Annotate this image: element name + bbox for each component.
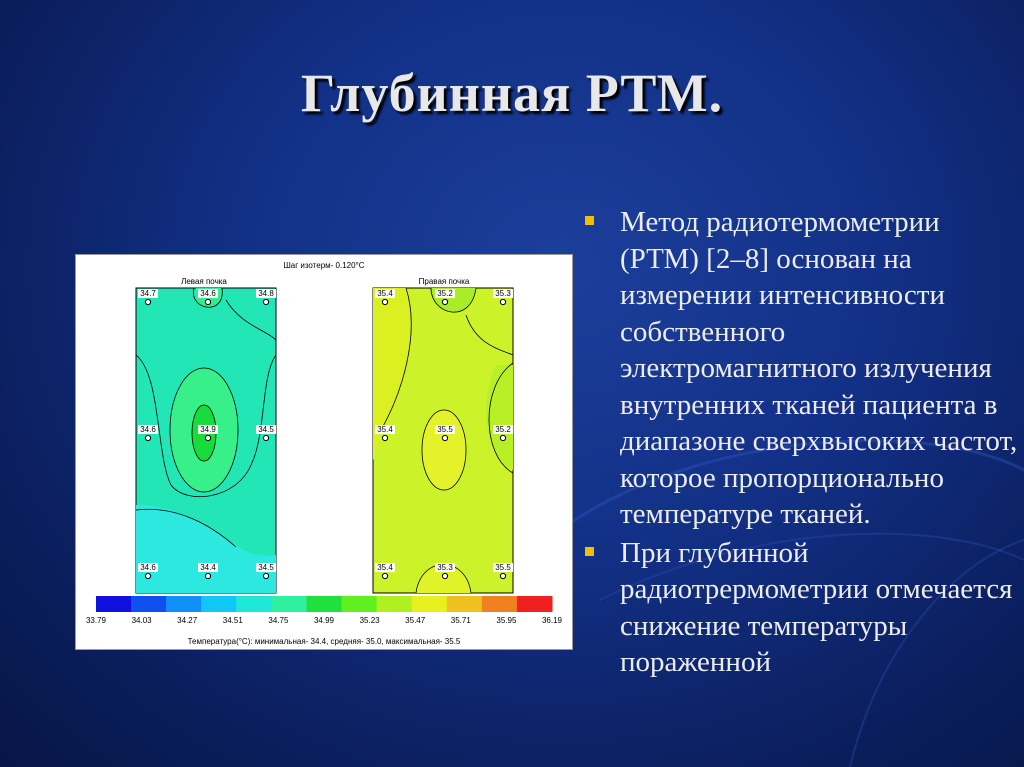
scale-color-swatch	[271, 596, 307, 612]
left-kidney-sensor-point	[145, 573, 150, 578]
scale-tick-label: 34.99	[313, 616, 335, 625]
right-kidney-value-label: 35.5	[437, 425, 453, 434]
scale-tick-label: 34.03	[131, 616, 152, 625]
bullet-item	[578, 535, 1018, 681]
left-kidney-map	[136, 288, 276, 593]
bullet-square-icon	[585, 216, 594, 225]
scale-tick-label: 34.75	[268, 616, 289, 625]
scale-tick-label: 35.95	[496, 616, 517, 625]
scale-color-swatch	[306, 596, 342, 612]
right-kidney-value-label: 35.2	[437, 289, 453, 298]
right-kidney-sensor-point	[442, 299, 447, 304]
right-kidney-sensor-point	[382, 435, 387, 440]
right-kidney-value-label: 35.3	[437, 563, 453, 572]
bullet-item	[578, 204, 1018, 533]
left-kidney-value-label: 34.6	[140, 563, 156, 572]
scale-color-swatch	[447, 596, 483, 612]
scale-tick-label: 36.19	[541, 616, 563, 625]
right-kidney-value-label: 35.4	[377, 563, 393, 572]
scale-color-swatch	[131, 596, 167, 612]
right-kidney-label: Правая почка	[418, 277, 470, 286]
slide-title: Глубинная РТМ.	[300, 63, 724, 123]
right-kidney-value-label: 35.3	[495, 289, 511, 298]
left-kidney-sensor-point	[263, 435, 268, 440]
left-kidney-value-label: 34.5	[258, 563, 274, 572]
scale-color-swatch	[517, 596, 553, 612]
scale-tick-label: 34.51	[222, 616, 243, 625]
right-kidney-value-label: 35.2	[495, 425, 511, 434]
scale-color-swatch	[236, 596, 272, 612]
bullet-square-icon	[585, 547, 594, 556]
scale-color-swatch	[482, 596, 518, 612]
left-kidney-value-label: 34.9	[200, 425, 216, 434]
right-kidney-sensor-point	[500, 573, 505, 578]
left-kidney-label: Левая почка	[181, 277, 227, 286]
left-kidney-sensor-point	[205, 573, 210, 578]
right-kidney-map	[373, 288, 513, 593]
right-kidney-value-label: 35.5	[495, 563, 511, 572]
scale-tick-label: 35.23	[359, 616, 380, 625]
scale-tick-label: 33.79	[85, 616, 107, 625]
right-kidney-sensor-point	[382, 299, 387, 304]
isotherm-step-label: Шаг изотерм- 0.120°C	[283, 261, 365, 270]
temperature-scale-ticks	[86, 616, 563, 625]
left-kidney-value-label: 34.5	[258, 425, 274, 434]
right-kidney-sensor-point	[500, 299, 505, 304]
bullet-text: Метод радиотермометрии (РТМ) [2–8] основан на измерении интенсивности собственного электромагнитного излучения внутренних тканей пациента в диапазоне сверхвысоких частот, которое пропорционально температуре тканей.	[620, 206, 1018, 530]
left-kidney-value-label: 34.6	[140, 425, 156, 434]
scale-color-swatch	[201, 596, 237, 612]
scale-color-swatch	[96, 596, 132, 612]
thermogram-svg	[76, 255, 572, 649]
right-kidney-sensor-point	[382, 573, 387, 578]
left-kidney-sensor-point	[205, 299, 210, 304]
right-kidney-sensor-point	[500, 435, 505, 440]
right-kidney-value-label: 35.4	[377, 289, 393, 298]
scale-tick-label: 34.27	[177, 616, 198, 625]
left-kidney-value-label: 34.8	[258, 289, 274, 298]
left-kidney-sensor-point	[145, 435, 150, 440]
scale-tick-label: 35.71	[450, 616, 471, 625]
left-kidney-sensor-point	[145, 299, 150, 304]
temperature-summary: Температура(°С): минимальная- 34.4, средняя- 35.0, максимальная- 35.5	[187, 637, 461, 646]
right-kidney-value-label: 35.4	[377, 425, 393, 434]
scale-color-swatch	[342, 596, 378, 612]
scale-color-swatch	[412, 596, 448, 612]
left-kidney-sensor-point	[205, 435, 210, 440]
right-kidney-sensor-point	[442, 573, 447, 578]
left-kidney-value-label: 34.6	[200, 289, 216, 298]
bullet-list	[578, 204, 1018, 683]
left-kidney-value-label: 34.7	[140, 289, 156, 298]
left-kidney-sensor-point	[263, 299, 268, 304]
scale-tick-label: 35.47	[405, 616, 426, 625]
scale-color-swatch	[166, 596, 202, 612]
right-kidney-sensor-point	[442, 435, 447, 440]
scale-color-swatch	[377, 596, 413, 612]
bullet-text: При глубинной радиотрермометрии отмечается снижение температуры пораженной	[620, 536, 1013, 678]
left-kidney-sensor-point	[263, 573, 268, 578]
temperature-scale-bar	[96, 596, 553, 612]
left-kidney-value-label: 34.4	[200, 563, 216, 572]
rtm-thermogram-figure	[75, 254, 573, 650]
